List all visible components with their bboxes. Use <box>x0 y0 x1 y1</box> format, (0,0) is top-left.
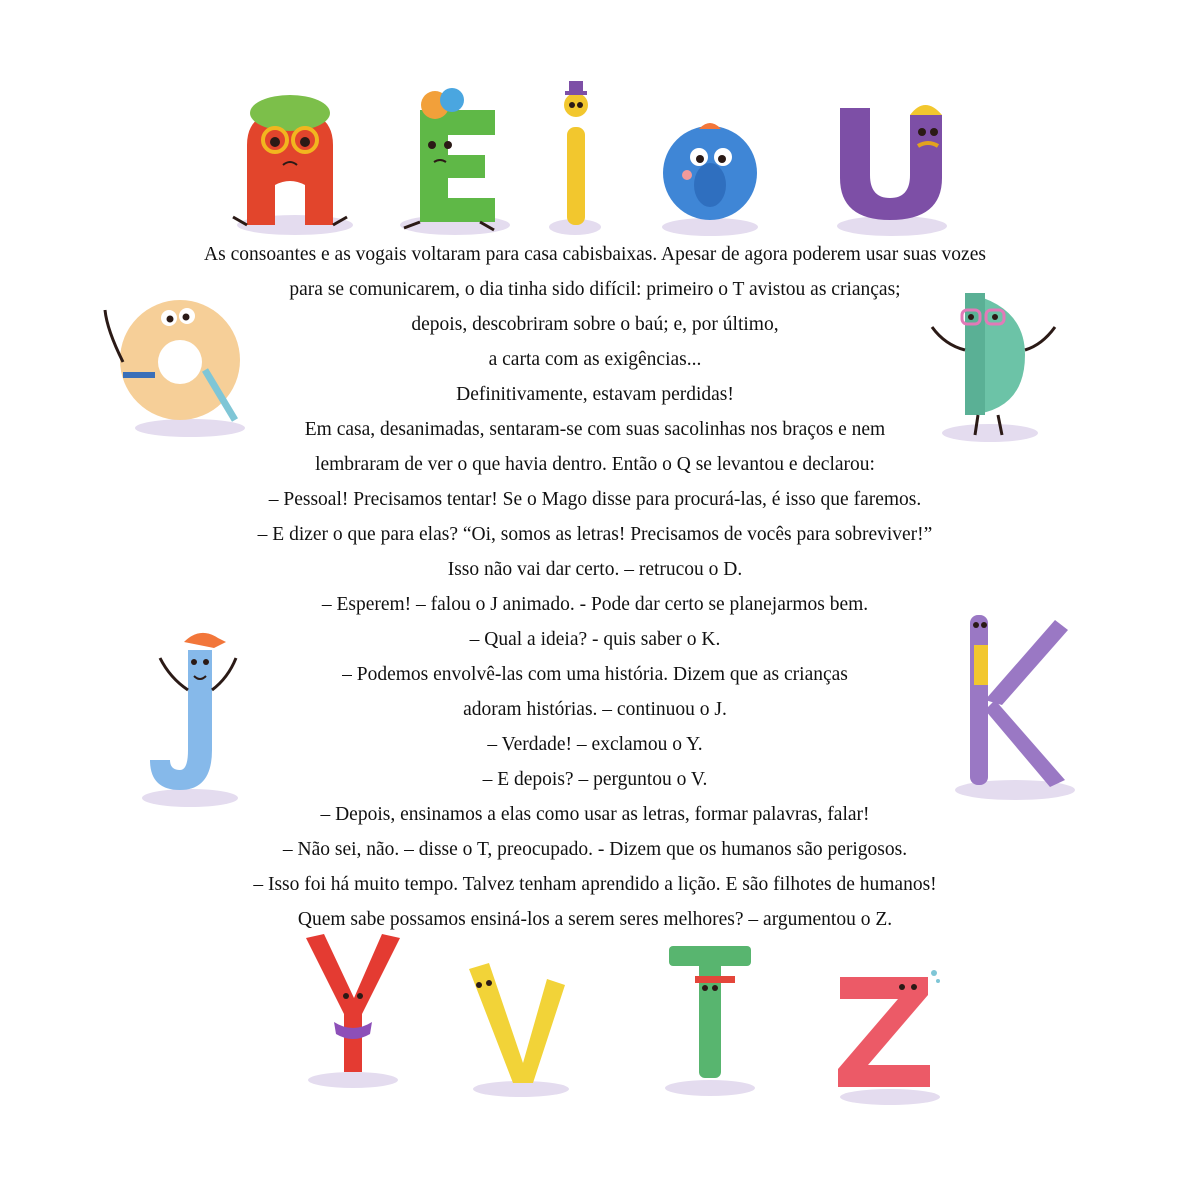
story-line: lembraram de ver o que havia dentro. Então o Q se levantou e declarou: <box>315 454 875 475</box>
story-line: – Verdade! – exclamou o Y. <box>487 734 703 755</box>
letter-v-character-icon <box>455 955 575 1100</box>
letter-z-character-icon <box>830 965 950 1105</box>
story-line: – E depois? – perguntou o V. <box>482 769 708 790</box>
story-line: – Depois, ensinamos a elas como usar as letras, formar palavras, falar! <box>320 804 870 825</box>
story-line: a carta com as exigências... <box>488 349 702 370</box>
letter-i-character-icon <box>545 75 605 240</box>
story-line: – Não sei, não. – disse o T, preocupado. - Dizem que os humanos são perigosos. <box>282 839 908 860</box>
story-line: Em casa, desanimadas, sentaram-se com suas sacolinhas nos braços e nem <box>304 419 886 440</box>
letter-y-character-icon <box>298 930 408 1090</box>
story-line: para se comunicarem, o dia tinha sido difícil: primeiro o T avistou as crianças; <box>289 279 901 300</box>
story-line: Isso não vai dar certo. – retrucou o D. <box>447 559 743 580</box>
story-text <box>95 237 1095 937</box>
story-line: Definitivamente, estavam perdidas! <box>456 384 734 405</box>
story-line: As consoantes e as vogais voltaram para casa cabisbaixas. Apesar de agora poderem usar suas vozes <box>204 244 986 265</box>
story-line: Quem sabe possamos ensiná-los a serem seres melhores? – argumentou o Z. <box>297 909 893 930</box>
story-line: – Podemos envolvê-las com uma história. Dizem que as crianças <box>342 664 848 685</box>
letter-t-character-icon <box>655 940 765 1100</box>
story-line: – Esperem! – falou o J animado. - Pode dar certo se planejarmos bem. <box>321 594 869 615</box>
story-line: – Qual a ideia? - quis saber o K. <box>469 629 721 650</box>
story-line: – Isso foi há muito tempo. Talvez tenham aprendido a lição. E são filhotes de humanos! <box>253 874 937 895</box>
letter-o-character-icon <box>655 115 765 240</box>
story-line: – E dizer o que para elas? “Oi, somos as letras! Precisamos de vocês para sobreviver!” <box>257 524 933 545</box>
letter-e-character-icon <box>390 80 520 240</box>
story-line: depois, descobriram sobre o baú; e, por último, <box>411 314 779 335</box>
letter-u-character-icon <box>830 90 955 240</box>
story-line: – Pessoal! Precisamos tentar! Se o Mago disse para procurá-las, é isso que faremos. <box>268 489 922 510</box>
letter-a-character-icon <box>225 85 355 240</box>
story-line: adoram histórias. – continuou o J. <box>463 699 727 720</box>
